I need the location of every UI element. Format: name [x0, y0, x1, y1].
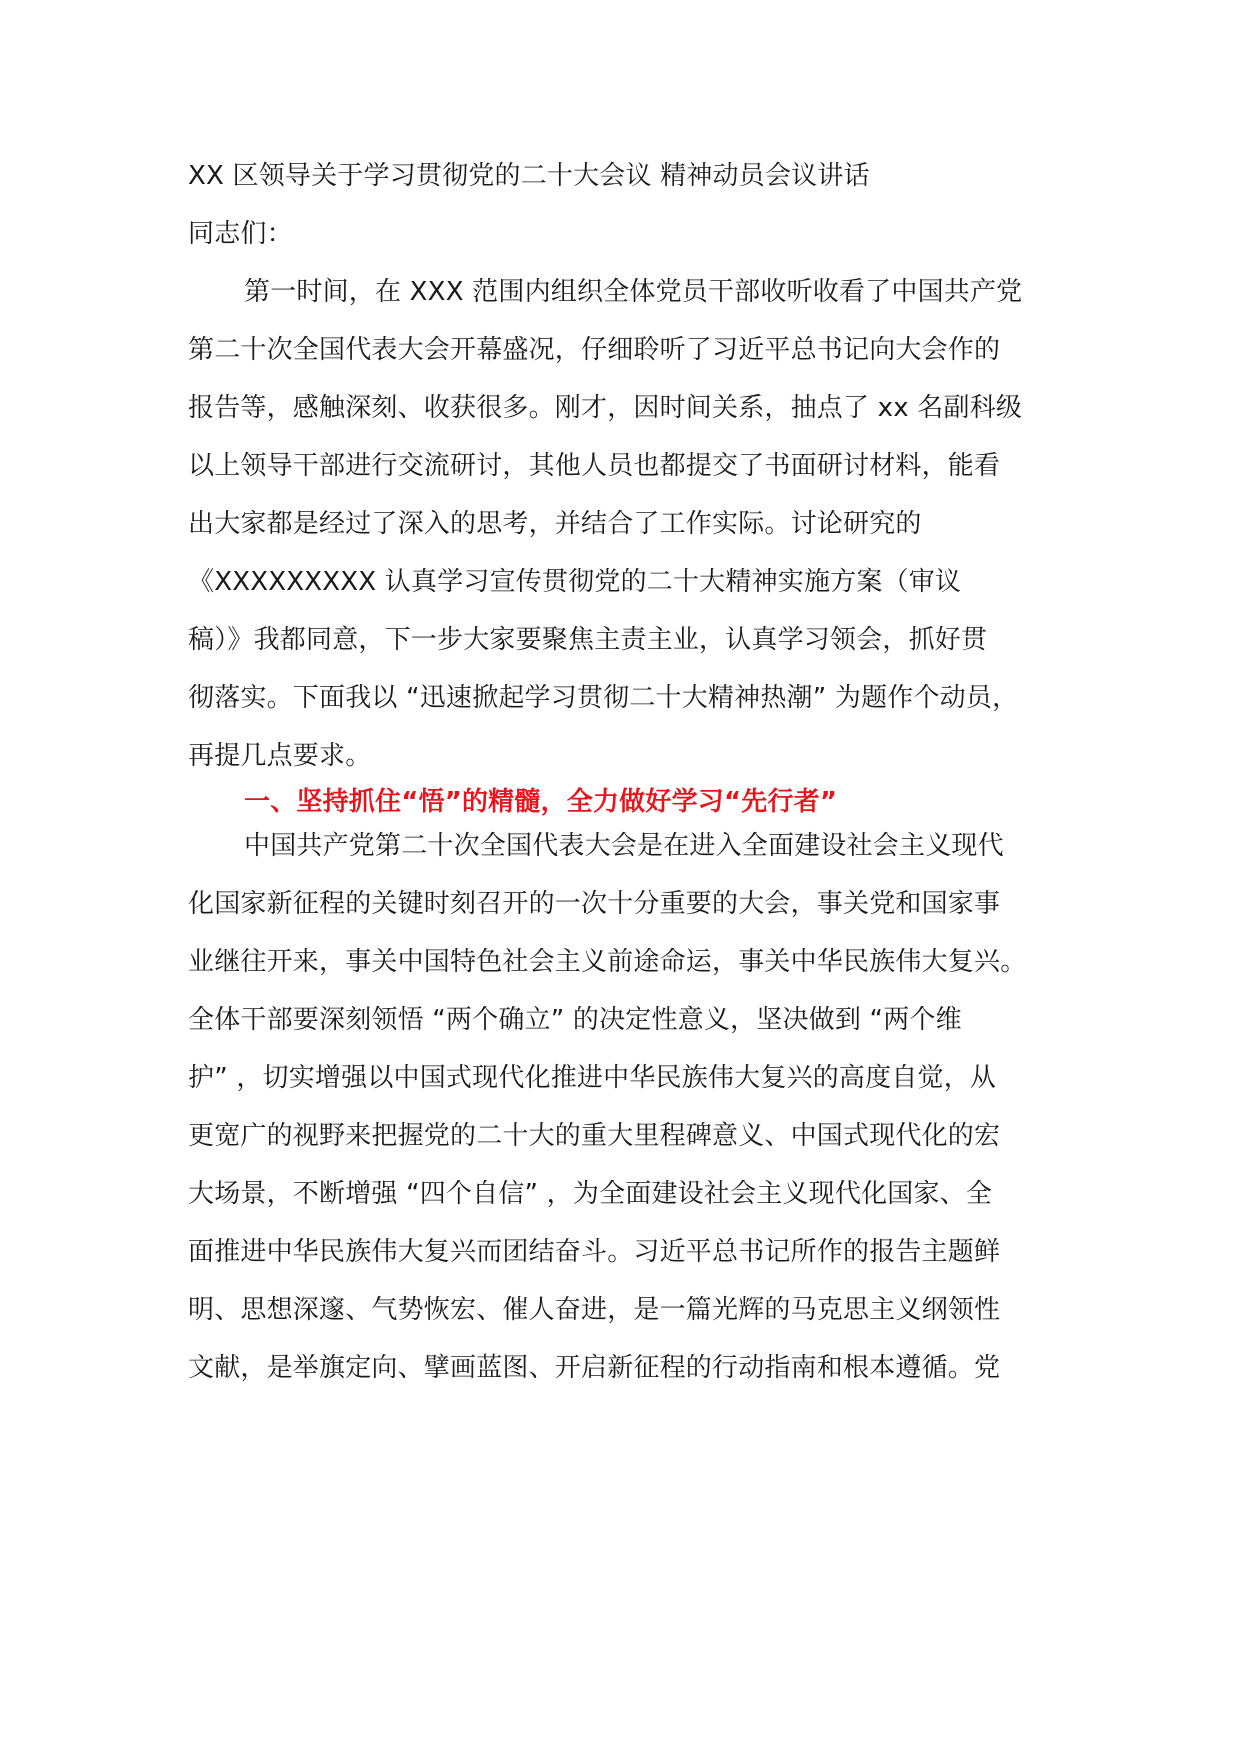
paragraph-line: 面推进中华民族伟大复兴而团结奋斗。习近平总书记所作的报告主题鲜	[188, 1237, 1001, 1267]
paragraph-line: 报告等，感触深刻、收获很多。刚才，因时间关系，抽点了 xx 名副科级	[188, 393, 1023, 423]
paragraph-line: 稿）》我都同意，下一步大家要聚焦主责主业，认真学习领会，抓好贯	[188, 625, 988, 655]
paragraph-line: 明、思想深邃、气势恢宏、催人奋进，是一篇光辉的马克思主义纲领性	[188, 1295, 1001, 1325]
paragraph-line: 第二十次全国代表大会开幕盛况，仔细聆听了习近平总书记向大会作的	[188, 335, 1001, 365]
paragraph-line: 第一时间，在 XXX 范围内组织全体党员干部收听收看了中国共产党	[244, 277, 1023, 307]
paragraph-line: 业继往开来，事关中国特色社会主义前途命运，事关中华民族伟大复兴。	[188, 947, 1027, 977]
paragraph-line: 再提几点要求。	[188, 741, 372, 771]
section-heading: 一、坚持抓住“悟”的精髓，全力做好学习“先行者”	[244, 787, 838, 817]
paragraph-line: 大场景，不断增强 “四个自信” ，为全面建设社会主义现代化国家、全	[188, 1179, 993, 1209]
paragraph-line: 全体干部要深刻领悟 “两个确立” 的决定性意义，坚决做到 “两个维	[188, 1005, 962, 1035]
document-title: XX 区领导关于学习贯彻党的二十大会议 精神动员会议讲话	[188, 161, 870, 191]
salutation: 同志们：	[188, 219, 293, 249]
paragraph-line: 《XXXXXXXXX 认真学习宣传贯彻党的二十大精神实施方案（审议	[188, 567, 962, 597]
paragraph-line: 出大家都是经过了深入的思考，并结合了工作实际。讨论研究的	[188, 509, 922, 539]
paragraph-line: 文献，是举旗定向、擘画蓝图、开启新征程的行动指南和根本遵循。党	[188, 1353, 1001, 1383]
paragraph-line: 彻落实。下面我以 “迅速掀起学习贯彻二十大精神热潮” 为题作个动员，	[188, 683, 1019, 713]
paragraph-line: 化国家新征程的关键时刻召开的一次十分重要的大会，事关党和国家事	[188, 889, 1001, 919]
paragraph-line: 更宽广的视野来把握党的二十大的重大里程碑意义、中国式现代化的宏	[188, 1121, 1001, 1151]
paragraph-line: 中国共产党第二十次全国代表大会是在进入全面建设社会主义现代	[244, 831, 1004, 861]
paragraph-line: 以上领导干部进行交流研讨，其他人员也都提交了书面研讨材料，能看	[188, 451, 1001, 481]
paragraph-line: 护” ，切实增强以中国式现代化推进中华民族伟大复兴的高度自觉，从	[188, 1063, 997, 1093]
